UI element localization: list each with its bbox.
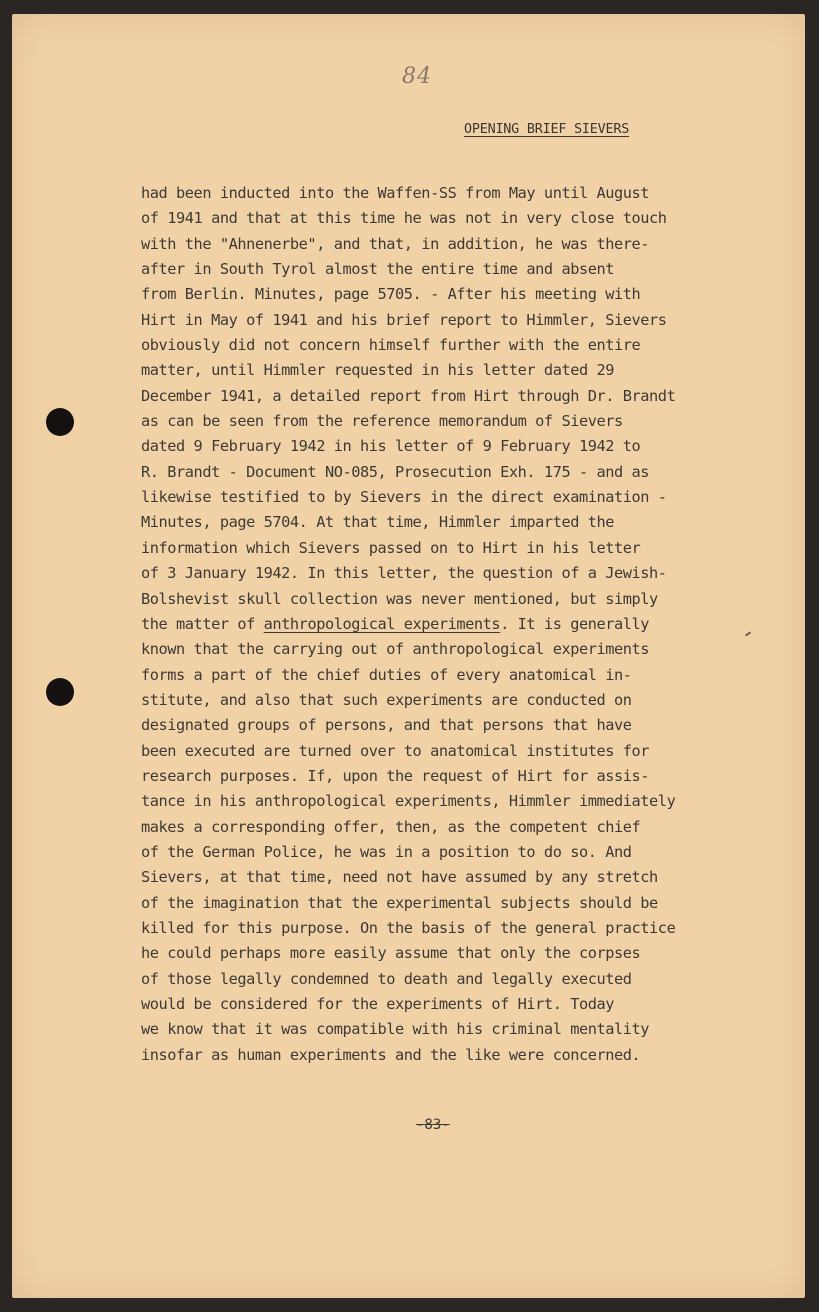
text-line: had been inducted into the Waffen-SS from May until August [141,184,650,202]
text-line: dated 9 February 1942 in his letter of 9 February 1942 to [141,437,641,456]
document-header-title: OPENING BRIEF SIEVERS [464,122,630,137]
text-line: stitute, and also that such experiments are conducted on [141,690,632,709]
text-line: he could perhaps more easily assume that only the corpses [141,944,641,963]
text-line: of the imagination that the experimental subjects should be [141,893,658,912]
text-line: tance in his anthropological experiments, Himmler immediately [141,792,676,811]
text-line: we know that it was compatible with his criminal mentality [141,1020,650,1039]
text-line: been executed are turned over to anatomical institutes for [141,741,650,760]
handwritten-page-number: 84 [402,64,432,89]
typed-page-number: -83- [416,1117,450,1133]
text-line: Sievers, at that time, need not have assumed by any stretch [141,868,658,887]
text-line: known that the carrying out of anthropological experiments [141,640,650,659]
punch-hole-lower [46,678,74,706]
text-line [141,612,781,637]
text-line: insofar as human experiments and the like were concerned. [141,1045,641,1064]
text-line: of 3 January 1942. In this letter, the question of a Jewish- [141,564,667,583]
text-line: makes a corresponding offer, then, as the competent chief [141,817,641,836]
text-line-segment: . It is generally [500,614,650,633]
text-line: obviously did not concern himself further with the entire [141,336,641,355]
text-line: forms a part of the chief duties of every anatomical in- [141,665,632,684]
text-line: Bolshevist skull collection was never mentioned, but simply [141,589,658,608]
text-line: of those legally condemned to death and legally executed [141,969,632,988]
text-line: December 1941, a detailed report from Hirt through Dr. Brandt [141,386,676,405]
underlined-phrase: anthropological experiments [263,614,501,633]
punch-hole-upper [46,408,74,436]
text-line: with the "Ahnenerbe", and that, in addition, he was there- [141,234,650,253]
document-page [12,14,805,1298]
text-line: Hirt in May of 1941 and his brief report to Himmler, Sievers [141,310,667,329]
text-line: would be considered for the experiments of Hirt. Today [141,995,615,1013]
text-line: of 1941 and that at this time he was not in very close touch [141,209,667,228]
text-line: information which Sievers passed on to Hirt in his letter [141,538,641,557]
text-line: matter, until Himmler requested in his letter dated 29 [141,361,615,380]
text-line: of the German Police, he was in a position to do so. And [141,842,632,861]
text-line: designated groups of persons, and that persons that have [141,716,632,735]
text-line: after in South Tyrol almost the entire time and absent [141,260,615,279]
text-line: likewise testified to by Sievers in the direct examination - [141,488,667,507]
text-line: R. Brandt - Document NO-085, Prosecution Exh. 175 - and as [141,462,650,481]
text-line: research purposes. If, upon the request of Hirt for assis- [141,766,650,785]
document-body-text [141,181,781,1068]
text-line: as can be seen from the reference memorandum of Sievers [141,412,623,431]
text-line: killed for this purpose. On the basis of the general practice [141,918,676,937]
text-line-segment: the matter of [141,614,264,633]
text-line: from Berlin. Minutes, page 5705. - After his meeting with [141,285,641,304]
text-line: Minutes, page 5704. At that time, Himmler imparted the [141,513,615,532]
